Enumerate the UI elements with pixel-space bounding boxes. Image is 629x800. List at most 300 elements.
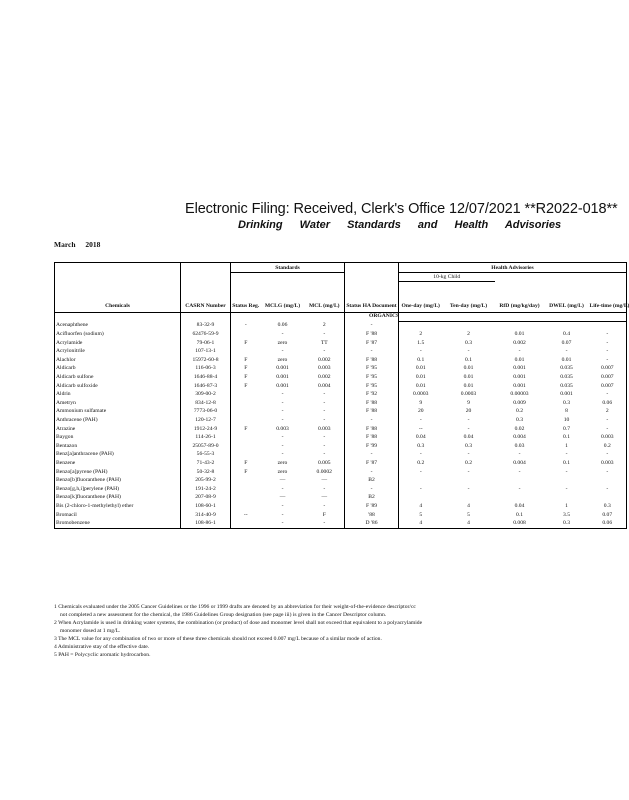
casrn-cell: 834-12-8 (181, 399, 231, 408)
mcl-cell: TT (305, 339, 345, 348)
rfd-cell: 0.004 (513, 460, 526, 466)
mcl-cell: - (305, 417, 345, 426)
lifetime-cell: - (606, 425, 609, 432)
dwel-cell: 0.4 (563, 331, 570, 338)
one-day-cell: - (419, 451, 422, 458)
mclg-cell: — (279, 477, 286, 484)
casrn-cell: 108-86-1 (181, 520, 231, 529)
table-row (55, 425, 627, 434)
ten-day-cell: - (467, 417, 470, 424)
mclg-cell: 0.001 (276, 382, 289, 389)
dwel-cell: 0.035 (560, 365, 573, 372)
dwel-cell: 0.001 (560, 391, 573, 398)
rfd-cell (495, 494, 545, 503)
table-body (55, 322, 627, 529)
mcl-cell: - (305, 502, 345, 511)
dwel-cell: 1 (565, 502, 568, 509)
mclg-cell: - (281, 348, 284, 355)
casrn-cell: 79-06-1 (181, 339, 231, 348)
ten-day-cell: 0.01 (463, 365, 474, 372)
dwel-cell: 0.035 (560, 382, 573, 389)
status-ha-cell: F '88 (345, 408, 399, 417)
footnote-line: 2 When Acrylamide is used in drinking water systems, the combination (or product) of dose and monomer level shall not exceed that equivalent to a polyacrylamide (54, 620, 423, 626)
lifetime-cell: 0.3 (603, 502, 611, 509)
casrn-cell: 114-26-1 (181, 434, 231, 443)
ten-day-cell: 5 (467, 511, 470, 518)
status-reg-cell (231, 399, 261, 408)
one-day-cell: 0.1 (417, 356, 425, 363)
mclg-cell: - (281, 511, 284, 518)
status-reg-cell (231, 408, 261, 417)
status-ha-cell: F '92 (345, 391, 399, 400)
lifetime-cell: - (606, 391, 609, 398)
mcl-cell: 0.003 (305, 425, 345, 434)
chemical-name: Aldrin (55, 391, 181, 400)
chemicals-column-header: Chemicals (55, 282, 181, 313)
rfd-cell: 0.04 (514, 502, 525, 509)
ten-day-cell: 0.1 (465, 356, 472, 363)
rfd-cell: 0.01 (514, 331, 525, 338)
rfd-cell: - (518, 468, 521, 475)
chemical-name: Bromacil (55, 511, 181, 520)
ten-day-cell: 0.01 (463, 374, 474, 381)
table-row (55, 365, 627, 374)
casrn-cell: 56-55-3 (181, 451, 231, 460)
mclg-cell: - (281, 331, 284, 338)
rfd-cell: 0.2 (516, 408, 523, 415)
dwel-cell: - (565, 348, 568, 355)
casrn-cell: 205-99-2 (181, 477, 231, 486)
mclg-cell: - (281, 502, 284, 509)
mcl-cell: - (305, 348, 345, 357)
mcl-cell: — (305, 494, 345, 503)
dwel-cell (545, 494, 589, 503)
ten-day-cell: - (467, 348, 470, 355)
mclg-cell: - (281, 451, 284, 458)
dwel-column-header: DWEL (mg/L) (545, 282, 589, 313)
table-row (55, 468, 627, 477)
lifetime-cell: - (606, 348, 609, 355)
mcl-column-header: MCL (mg/L) (305, 282, 345, 313)
lifetime-cell: 0.06 (602, 399, 613, 406)
chemical-name: Benzo[b]fluoranthene (PAH) (55, 477, 181, 486)
status-ha-cell: B2 (345, 494, 399, 503)
table-row (55, 511, 627, 520)
document-date: March 2018 (54, 240, 101, 249)
rfd-cell: 0.001 (513, 365, 526, 372)
status-reg-cell: F (244, 468, 248, 475)
mclg-cell: 0.06 (277, 322, 288, 329)
chemical-name: Bentazon (55, 442, 181, 451)
casrn-cell: 1646-87-3 (181, 382, 231, 391)
lifetime-cell: - (606, 417, 609, 424)
casrn-cell: 309-00-2 (181, 391, 231, 400)
rfd-column-header: RfD (mg/kg/day) (495, 282, 545, 313)
ten-day-cell: 9 (467, 399, 470, 406)
table-row (55, 494, 627, 503)
mclg-cell: - (281, 391, 284, 398)
mcl-cell: 0.002 (305, 356, 345, 365)
header-spacer (55, 263, 181, 273)
ten-day-cell: - (467, 425, 470, 432)
dwel-cell: 3.5 (563, 511, 570, 518)
rfd-cell: - (518, 348, 521, 355)
standards-table-wrapper (54, 262, 629, 595)
status-reg-cell (231, 391, 261, 400)
casrn-cell: 83-32-9 (181, 322, 231, 331)
status-reg-cell: -- (243, 511, 248, 518)
ten-day-cell (443, 494, 495, 503)
table-row (55, 339, 627, 348)
status-ha-cell: F '95 (345, 382, 399, 391)
ten-day-cell: 0.0003 (460, 391, 477, 398)
chemical-name: Atrazine (55, 425, 181, 434)
child-group-header: 10-kg Child (399, 273, 495, 282)
status-ha-cell: F '88 (345, 399, 399, 408)
casrn-cell: 7773-06-0 (181, 408, 231, 417)
mcl-cell: - (305, 408, 345, 417)
status-reg-cell: F (244, 356, 248, 363)
chemical-name: Acenaphthene (55, 322, 181, 331)
table-row (55, 442, 627, 451)
mclg-cell: 0.001 (276, 365, 289, 372)
standards-table (54, 262, 627, 529)
table-row (55, 434, 627, 443)
status-reg-cell (231, 502, 261, 511)
one-day-cell: 0.0003 (413, 391, 429, 398)
mclg-cell: - (281, 417, 284, 424)
mclg-cell: zero (277, 460, 288, 466)
lifetime-cell: - (606, 468, 609, 475)
status-ha-cell: F '88 (345, 434, 399, 443)
mclg-cell: zero (277, 339, 288, 346)
one-day-cell: -- (418, 425, 423, 432)
mclg-cell: zero (277, 356, 288, 363)
status-reg-cell: F (244, 365, 248, 372)
lifetime-cell: 0.2 (603, 442, 611, 449)
casrn-column-header: CASRN Number (181, 282, 231, 313)
one-day-cell: 0.01 (415, 374, 426, 381)
lifetime-cell: 0.06 (602, 520, 613, 527)
chemical-name: Benzo[g,h,i]perylene (PAH) (55, 485, 181, 494)
status-ha-cell: D '86 (345, 520, 399, 529)
status-reg-cell (231, 451, 261, 460)
status-ha-cell: - (345, 322, 399, 331)
status-ha-column-header: Status HA Document (345, 282, 399, 313)
casrn-cell: 62476-59-9 (181, 331, 231, 340)
dwel-cell: 0.01 (561, 356, 572, 363)
table-row (55, 417, 627, 426)
table-row (55, 391, 627, 400)
lifetime-cell: 2 (605, 408, 609, 415)
health-advisories-group-header: Health Advisories (399, 263, 627, 273)
footnote-line: 4 Administrative stay of the effective date. (54, 644, 150, 650)
chemical-name: Ammonium sulfamate (55, 408, 181, 417)
document-title: Drinking Water Standards and Health Advisories (238, 219, 562, 231)
status-ha-cell: - (345, 451, 399, 460)
ten-day-cell: - (467, 485, 470, 492)
mcl-cell: - (305, 391, 345, 400)
status-ha-cell: F '89 (345, 502, 399, 511)
status-reg-cell (231, 520, 261, 529)
chemical-name: Acifluorfen (sodium) (55, 331, 181, 340)
status-ha-cell: - (345, 485, 399, 494)
one-day-cell: 0.01 (415, 365, 426, 372)
status-ha-cell: F '95 (345, 365, 399, 374)
chemical-name: Acrylonitrile (55, 348, 181, 357)
footnote-line: 1 Chemicals evaluated under the 2005 Cancer Guidelines or the 1996 or 1999 drafts are denoted by an abbreviation for their weight-of-the-evidence descriptor/cc (54, 604, 416, 610)
chemical-name: Aldicarb (55, 365, 181, 374)
chemical-name: Bromobenzene (55, 520, 181, 529)
lifetime-cell: 0.007 (600, 365, 614, 372)
mcl-cell: - (305, 442, 345, 451)
rfd-cell: 0.001 (513, 382, 526, 389)
casrn-cell: 1912-24-9 (181, 425, 231, 434)
lifetime-cell: - (606, 339, 609, 346)
chemical-name: Aldicarb sulfone (55, 374, 181, 383)
mcl-cell: - (305, 331, 345, 340)
casrn-cell: 108-60-1 (181, 502, 231, 511)
casrn-cell: 71-43-2 (181, 460, 231, 469)
ten-day-cell: 0.04 (463, 434, 474, 441)
status-reg-column-header: Status Reg. (231, 282, 261, 313)
ten-day-column-header: Ten-day (mg/L) (443, 282, 495, 313)
table-row (55, 485, 627, 494)
dwel-cell: - (565, 451, 568, 458)
status-reg-cell (231, 417, 261, 426)
ten-day-cell (443, 477, 495, 486)
table-row (55, 331, 627, 340)
filing-stamp: Electronic Filing: Received, Clerk's Office 12/07/2021 **R2022-018** (185, 201, 618, 217)
status-ha-cell: F '88 (345, 356, 399, 365)
status-reg-cell: F (244, 374, 248, 381)
chemical-name: Benz[a]anthracene (PAH) (55, 451, 181, 460)
ten-day-cell: 0.01 (463, 382, 474, 389)
rfd-cell (495, 322, 545, 331)
status-ha-cell: F '87 (345, 460, 399, 469)
standards-group-header: Standards (231, 263, 345, 273)
table-row (55, 356, 627, 365)
table-row (55, 451, 627, 460)
one-day-cell: 20 (417, 408, 424, 415)
dwel-cell (545, 322, 589, 331)
ten-day-cell: 0.3 (465, 442, 472, 449)
status-ha-cell: - (345, 348, 399, 357)
casrn-cell: 120-12-7 (181, 417, 231, 426)
chemical-name: Alachlor (55, 356, 181, 365)
rfd-cell: 0.00003 (510, 391, 529, 398)
ten-day-cell: - (467, 451, 470, 458)
casrn-cell: 191-24-2 (181, 485, 231, 494)
mclg-cell: zero (277, 468, 288, 475)
table-row (55, 502, 627, 511)
casrn-cell: 25057-89-0 (181, 442, 231, 451)
footnote-line: monomer dosed at 1 mg/L. (60, 628, 121, 634)
rfd-cell: 0.009 (513, 399, 526, 406)
one-day-cell: 0.04 (415, 434, 426, 441)
status-reg-cell (231, 477, 261, 486)
dwel-cell: 8 (565, 408, 568, 415)
status-ha-cell: F '87 (345, 339, 399, 348)
table-row (55, 322, 627, 331)
rfd-cell: 0.002 (513, 339, 526, 346)
one-day-cell (399, 477, 443, 486)
casrn-cell: 15972-60-8 (181, 356, 231, 365)
mcl-cell: 2 (305, 322, 345, 331)
lifetime-cell: 0.003 (600, 460, 614, 466)
mclg-cell: - (281, 485, 284, 492)
table-row (55, 477, 627, 486)
dwel-cell: 0.07 (561, 339, 572, 346)
ten-day-cell (443, 322, 495, 331)
chemical-name: Benzene (55, 460, 181, 469)
status-ha-cell: - (345, 468, 399, 477)
casrn-cell: 1646-88-4 (181, 374, 231, 383)
status-ha-cell: - (345, 417, 399, 426)
one-day-cell (399, 494, 443, 503)
mclg-cell: - (281, 408, 284, 415)
mcl-cell: 0.002 (305, 374, 345, 383)
dwel-cell: 0.3 (563, 520, 570, 527)
lifetime-cell: 0.07 (602, 511, 613, 518)
dwel-cell: 0.7 (563, 425, 570, 432)
mcl-cell: — (305, 477, 345, 486)
table-row (55, 374, 627, 383)
table-row (55, 382, 627, 391)
status-reg-cell (231, 434, 261, 443)
rfd-cell: 0.03 (514, 442, 525, 449)
status-reg-cell: F (244, 460, 248, 466)
mclg-cell: — (279, 494, 286, 501)
chemical-name: Benzo[a]pyrene (PAH) (55, 468, 181, 477)
lifetime-cell (589, 322, 627, 331)
organics-section-label: ORGANICS (369, 313, 400, 320)
dwel-cell: 0.035 (560, 374, 573, 381)
one-day-cell: 9 (419, 399, 423, 406)
rfd-cell: 0.008 (513, 520, 526, 527)
ten-day-cell: 0.2 (465, 460, 472, 466)
ten-day-cell: 2 (467, 331, 470, 338)
lifetime-cell: 0.007 (600, 382, 614, 389)
chemical-name: Anthracene (PAH) (55, 417, 181, 426)
dwel-cell: - (565, 468, 568, 475)
mcl-cell: 0.005 (305, 460, 345, 469)
one-day-cell: 4 (419, 520, 423, 527)
dwel-cell: 0.1 (563, 434, 570, 441)
lifetime-cell (589, 477, 627, 486)
dwel-cell: 1 (565, 442, 568, 449)
mcl-cell: - (305, 434, 345, 443)
rfd-cell: 0.004 (513, 434, 526, 441)
mcl-cell: 0.0002 (305, 468, 345, 477)
one-day-cell (399, 322, 443, 331)
status-reg-cell (231, 442, 261, 451)
one-day-cell: 4 (419, 502, 423, 509)
status-ha-cell: F '95 (345, 374, 399, 383)
status-ha-cell: F '88 (345, 331, 399, 340)
table-row (55, 348, 627, 357)
status-reg-cell (231, 485, 261, 494)
chemical-name: Acrylamide (55, 339, 181, 348)
one-day-cell: - (419, 485, 422, 492)
mclg-cell: - (281, 442, 284, 449)
mcl-cell: - (305, 520, 345, 529)
status-ha-cell: F '99 (345, 442, 399, 451)
one-day-cell: 5 (419, 511, 423, 518)
lifetime-cell: - (606, 331, 609, 338)
casrn-cell: 107-13-1 (181, 348, 231, 357)
one-day-cell: 1.5 (417, 339, 425, 346)
one-day-cell: 0.01 (415, 382, 426, 389)
lifetime-cell: - (606, 485, 609, 492)
status-reg-cell (231, 331, 261, 340)
lifetime-cell: 0.007 (600, 374, 614, 381)
mclg-cell: 0.001 (276, 374, 289, 381)
one-day-column-header: One-day (mg/L) (399, 282, 443, 313)
mcl-cell: - (305, 451, 345, 460)
table-row (55, 460, 627, 469)
ten-day-cell: 4 (467, 502, 470, 509)
status-reg-cell: F (244, 339, 248, 346)
rfd-cell: - (518, 485, 521, 492)
mclg-cell: - (281, 434, 284, 441)
status-reg-cell (231, 494, 261, 503)
dwel-cell: - (565, 485, 568, 492)
chemical-name: Baygon (55, 434, 181, 443)
mclg-cell: - (281, 399, 284, 406)
dwel-cell: 0.3 (563, 399, 570, 406)
ten-day-cell: - (467, 468, 470, 475)
lifetime-cell: 0.003 (600, 434, 614, 441)
dwel-cell (545, 477, 589, 486)
rfd-cell: 0.01 (514, 356, 525, 363)
table-row (55, 520, 627, 529)
one-day-cell: - (419, 468, 422, 475)
footnote-line: not completed a new assessment for the chemical, the 1986 Guidelines Group designation (see page iii) is given in the Cancer Descriptor column. (60, 612, 387, 618)
mclg-cell: - (281, 520, 284, 527)
rfd-cell: 0.1 (516, 511, 523, 518)
ten-day-cell: 0.3 (465, 339, 472, 346)
mcl-cell: 0.004 (305, 382, 345, 391)
mclg-cell: 0.003 (276, 425, 289, 432)
ten-day-cell: 4 (467, 520, 470, 527)
lifetime-cell: - (606, 356, 609, 363)
footnote-line: 3 The MCL value for any combination of two or more of these three chemicals should not exceed 0.007 mg/L because of a similar mode of action. (54, 636, 382, 642)
casrn-cell: 50-32-8 (181, 468, 231, 477)
rfd-cell (495, 477, 545, 486)
mcl-cell: - (305, 399, 345, 408)
casrn-cell: 207-08-9 (181, 494, 231, 503)
one-day-cell: 0.3 (417, 442, 425, 449)
mcl-cell: F (305, 511, 345, 520)
lifetime-column-header: Life-time (mg/L) (589, 282, 627, 313)
status-reg-cell: F (244, 425, 248, 432)
chemical-name: Benzo[k]fluoranthene (PAH) (55, 494, 181, 503)
one-day-cell: 0.2 (417, 460, 425, 466)
table-row (55, 408, 627, 417)
casrn-cell: 116-06-3 (181, 365, 231, 374)
status-ha-cell: B2 (345, 477, 399, 486)
one-day-cell: - (419, 348, 422, 355)
footnote-line: 5 PAH = Polycyclic aromatic hydrocarbon. (54, 652, 151, 658)
status-reg-cell: - (244, 322, 247, 329)
status-reg-cell (231, 348, 261, 357)
footnotes (54, 603, 614, 659)
chemical-name: Ametryn (55, 399, 181, 408)
dwel-cell: 10 (563, 417, 570, 424)
table-row (55, 399, 627, 408)
rfd-cell: - (518, 451, 521, 458)
